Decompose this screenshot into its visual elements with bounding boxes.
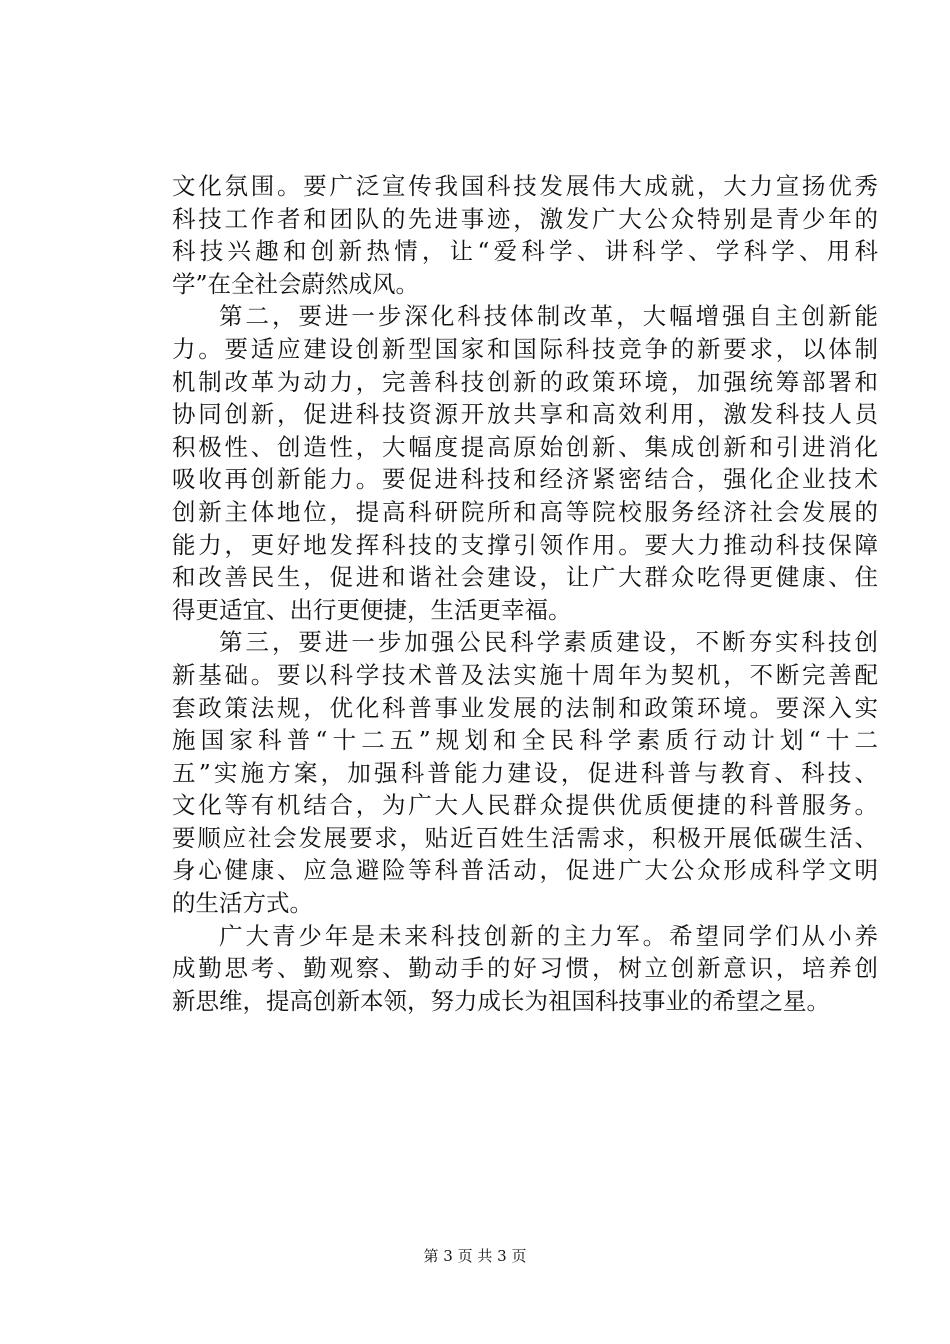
paragraph-line: 新思维，提高创新本领，努力成长为祖国科技事业的希望之星。: [172, 986, 830, 1015]
paragraph: [172, 920, 878, 1018]
paragraph-line: 机制改革为动力，完善科技创新的政策环境，加强统筹部署和: [172, 367, 878, 396]
paragraph-line: 文化等有机结合，为广大人民群众提供优质便捷的科普服务。: [172, 791, 878, 820]
paragraph-line: 身心健康、应急避险等科普活动，促进广大公众形成科学文明: [172, 856, 878, 885]
page-footer: 第 3 页 共 3 页: [423, 1247, 527, 1265]
paragraph-line: 第二，要进一步深化科技体制改革，大幅增强自主创新能: [219, 302, 878, 331]
document-body: [172, 170, 878, 1017]
paragraph-line: 能力，更好地发挥科技的支撑引领作用。要大力推动科技保障: [172, 530, 878, 559]
paragraph-line: 学”在全社会蔚然成风。: [172, 269, 420, 298]
paragraph-line: 协同创新，促进科技资源开放共享和高效利用，激发科技人员: [172, 400, 878, 429]
paragraph: [172, 170, 878, 300]
paragraph-line: 第三，要进一步加强公民科学素质建设，不断夯实科技创: [219, 628, 878, 657]
paragraph-line: 套政策法规，优化科普事业发展的法制和政策环境。要深入实: [172, 693, 878, 722]
paragraph: [172, 300, 878, 626]
paragraph-line: 施国家科普“十二五”规划和全民科学素质行动计划“十二: [172, 726, 878, 755]
paragraph-line: 广大青少年是未来科技创新的主力军。希望同学们从小养: [219, 921, 878, 950]
paragraph-line: 和改善民生，促进和谐社会建设，让广大群众吃得更健康、住: [172, 563, 878, 592]
paragraph-line: 要顺应社会发展要求，贴近百姓生活需求，积极开展低碳生活、: [172, 823, 878, 852]
paragraph-line: 科技兴趣和创新热情，让“爱科学、讲科学、学科学、用科: [172, 237, 878, 266]
paragraph-line: 力。要适应建设创新型国家和国际科技竞争的新要求，以体制: [172, 334, 878, 363]
paragraph-line: 积极性、创造性，大幅度提高原始创新、集成创新和引进消化: [172, 432, 878, 461]
paragraph-line: 创新主体地位，提高科研院所和高等院校服务经济社会发展的: [172, 497, 878, 526]
paragraph-line: 文化氛围。要广泛宣传我国科技发展伟大成就，大力宣扬优秀: [172, 172, 878, 200]
paragraph-line: 新基础。要以科学技术普及法实施十周年为契机，不断完善配: [172, 660, 878, 689]
paragraph-line: 科技工作者和团队的先进事迹，激发广大公众特别是青少年的: [172, 204, 878, 233]
paragraph-line: 五”实施方案，加强科普能力建设，促进科普与教育、科技、: [172, 758, 878, 787]
paragraph-line: 的生活方式。: [172, 889, 313, 918]
paragraph: [172, 626, 878, 919]
paragraph-line: 成勤思考、勤观察、勤动手的好习惯，树立创新意识，培养创: [172, 954, 878, 983]
paragraph-line: 得更适宜、出行更便捷，生活更幸福。: [172, 595, 572, 624]
paragraph-line: 吸收再创新能力。要促进科技和经济紧密结合，强化企业技术: [172, 465, 878, 494]
